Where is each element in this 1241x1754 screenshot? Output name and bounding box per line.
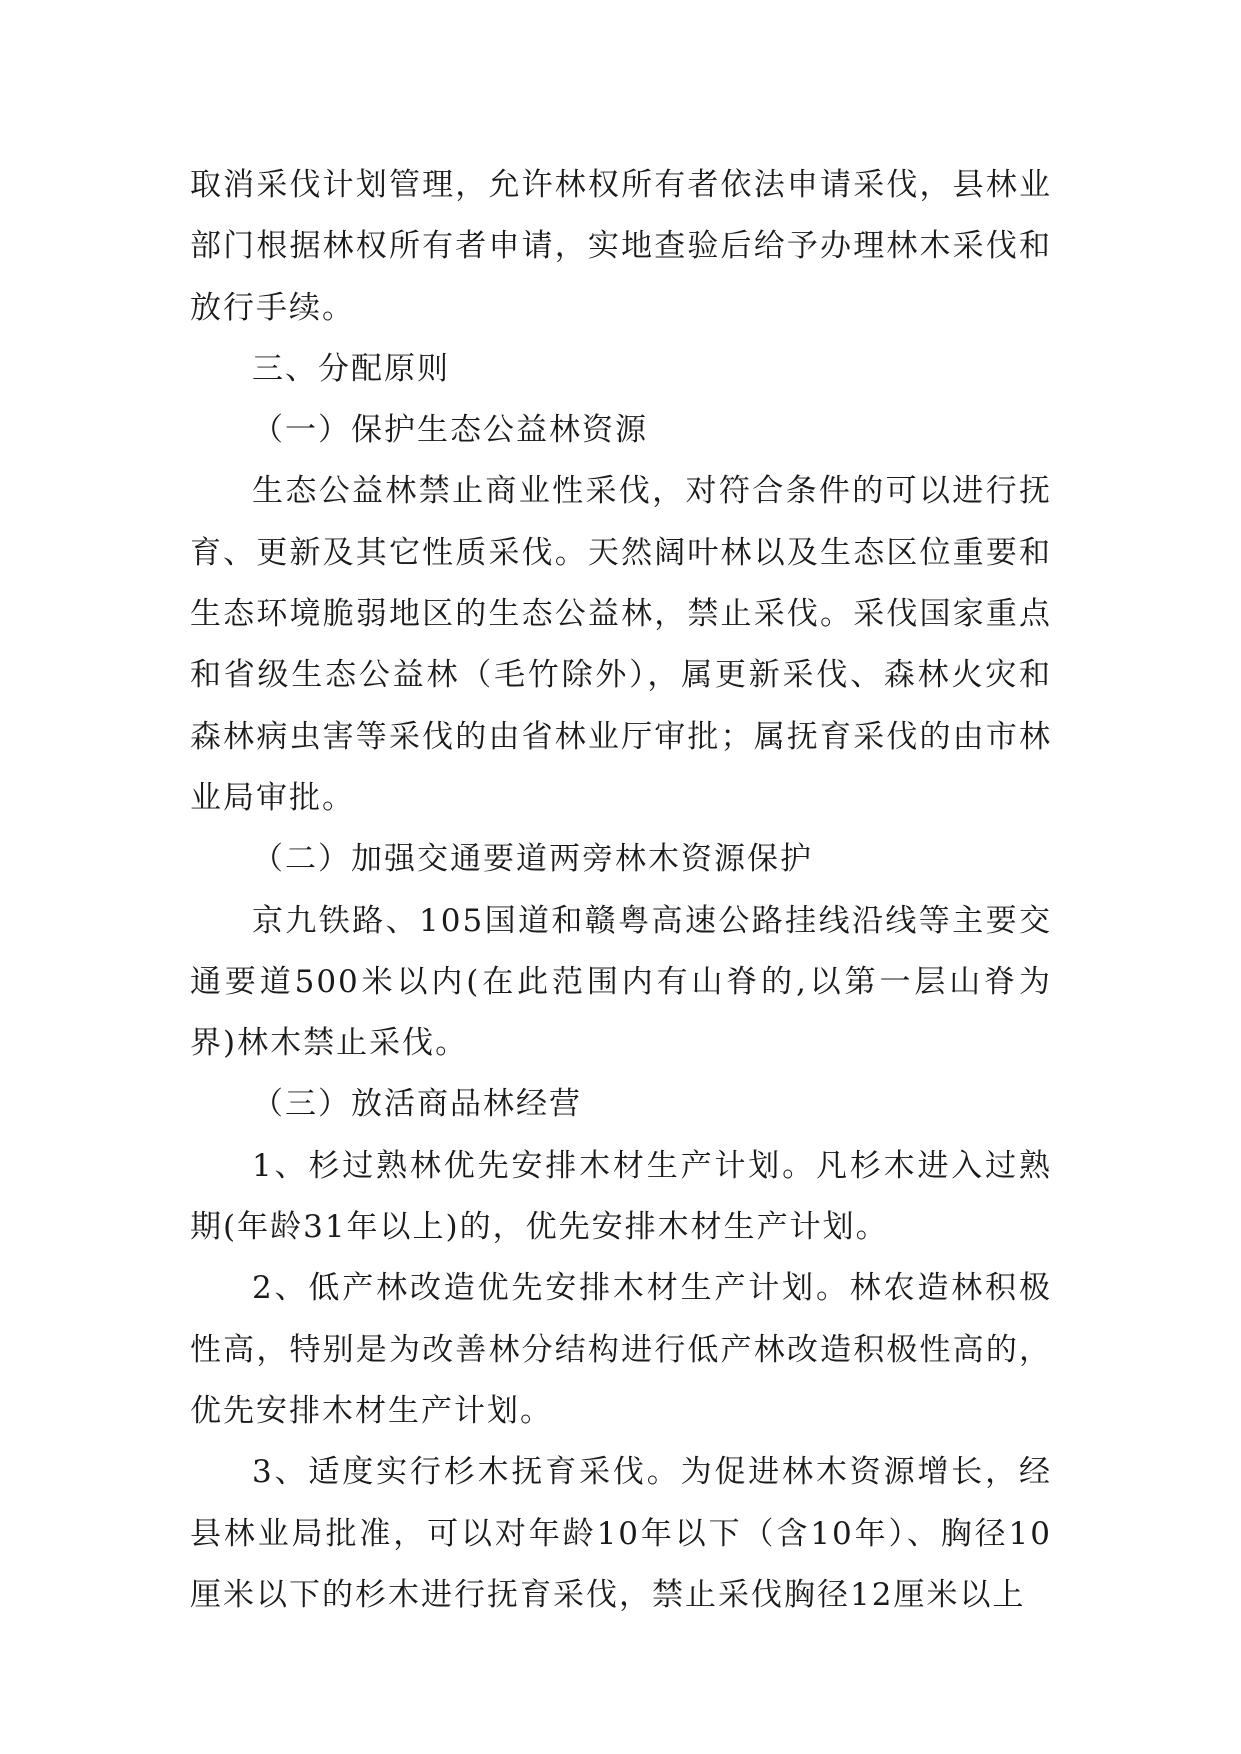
- document-body: [190, 155, 1052, 1626]
- paragraph-item-1: 1、杉过熟林优先安排木材生产计划。凡杉木进入过熟期(年龄31年以上)的，优先安排木材生产计划。: [190, 1147, 1052, 1246]
- paragraph-continuation: 取消采伐计划管理，允许林权所有者依法申请采伐，县林业部门根据林权所有者申请，实地查验后给予办理林木采伐和放行手续。: [190, 167, 1052, 326]
- subheading-transport-corridors: （二）加强交通要道两旁林木资源保护: [252, 841, 813, 878]
- paragraph-item-2: 2、低产林改造优先安排木材生产计划。林农造林积极性高，特别是为改善林分结构进行低产林改造积极性高的，优先安排木材生产计划。: [190, 1270, 1052, 1429]
- section-heading-allocation-principles: 三、分配原则: [252, 350, 450, 387]
- subheading-protect-ecological-forest: （一）保护生态公益林资源: [252, 412, 648, 449]
- subheading-commercial-forest: （三）放活商品林经营: [252, 1086, 582, 1123]
- paragraph-item-3: 3、适度实行杉木抚育采伐。为促进林木资源增长，经县林业局批准，可以对年龄10年以下（含10年）、胸径10厘米以下的杉木进行抚育采伐，禁止采伐胸径12厘米以上: [190, 1454, 1052, 1613]
- paragraph-ecological-forest: 生态公益林禁止商业性采伐，对符合条件的可以进行抚育、更新及其它性质采伐。天然阔叶林以及生态区位重要和生态环境脆弱地区的生态公益林，禁止采伐。采伐国家重点和省级生态公益林（毛竹除外），属更新采伐、森林火灾和森林病虫害等采伐的由省林业厅审批；属抚育采伐的由市林业局审批。: [190, 473, 1052, 816]
- paragraph-transport-corridors: 京九铁路、105国道和赣粤高速公路挂线沿线等主要交通要道500米以内(在此范围内有山脊的,以第一层山脊为界)林木禁止采伐。: [190, 902, 1052, 1062]
